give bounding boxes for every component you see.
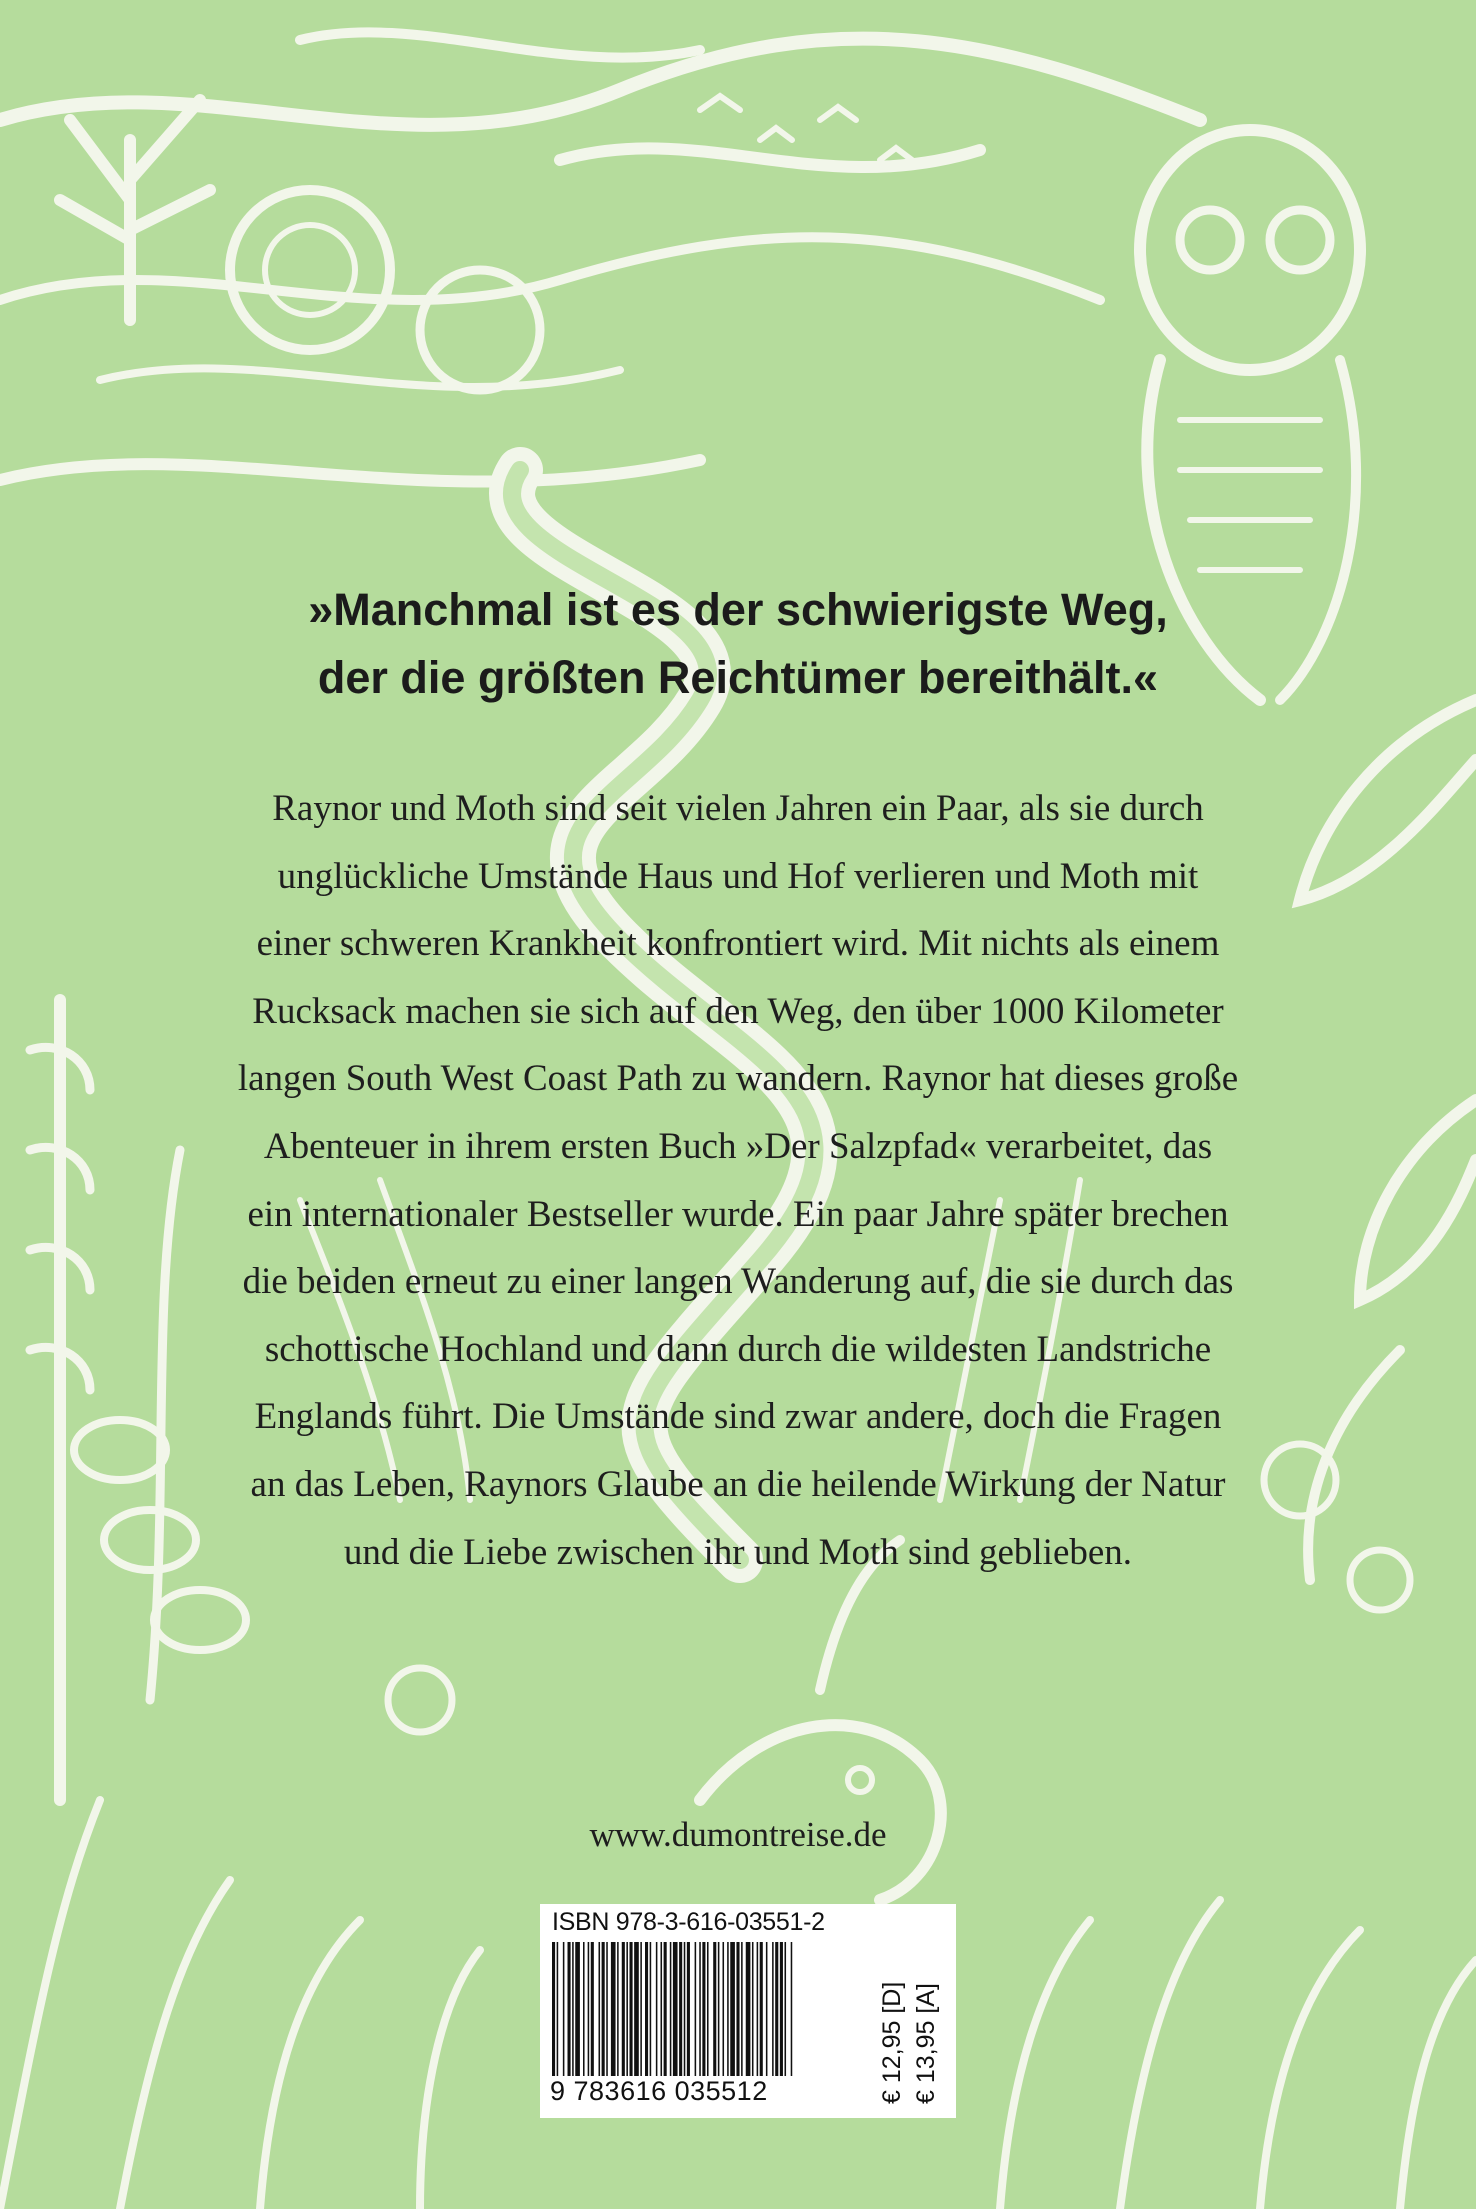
barcode-bar [664,1942,667,2076]
barcode-bar [775,1942,778,2076]
barcode-bar [766,1942,768,2076]
blurb-line: Raynor und Moth sind seit vielen Jahren ein Paar, als sie durch [272,788,1204,829]
barcode-bar [695,1942,697,2076]
barcode-bar [679,1942,682,2076]
barcode-bars [552,1942,864,2076]
barcode-bar [602,1942,605,2076]
blurb-line: einer schweren Krankheit konfrontiert wird. Mit nichts als einem [256,923,1220,965]
barcode-bar [741,1942,743,2076]
barcode-bar [772,1942,774,2076]
barcode-bar [650,1942,652,2076]
barcode-bar [617,1942,619,2076]
quote-line: »Manchmal ist es der schwierigste Weg, [308,584,1168,635]
barcode-bar [791,1942,793,2076]
barcode-bar [702,1942,705,2076]
barcode-bar [718,1942,720,2076]
barcode-bar [699,1942,701,2076]
barcode-bar [599,1942,601,2076]
barcode-bar [670,1942,672,2076]
blurb-line: langen South West Coast Path zu wandern. Raynor hat dieses große [237,1058,1239,1100]
barcode-bar [630,1942,633,2076]
barcode-bar [684,1942,686,2076]
barcode-bar [606,1942,608,2076]
barcode-bar [645,1942,648,2076]
tagline-quote [0,576,1476,712]
barcode-bar [687,1942,690,2076]
barcode-bar [591,1942,594,2076]
barcode-bar [730,1942,735,2076]
barcode-bar [727,1942,729,2076]
barcode-bar [656,1942,658,2076]
barcode-bar [723,1942,725,2076]
barcode-bar [757,1942,759,2076]
barcode-bar [713,1942,716,2076]
barcode-bar [552,1942,555,2076]
quote-line: der die größten Reichtümer bereithält.« [317,652,1159,703]
barcode-bar [572,1942,574,2076]
barcode-bar [780,1942,783,2076]
blurb-line: Englands führt. Die Umstände sind zwar andere, doch die Fragen [254,1396,1222,1438]
barcode-bar [611,1942,616,2076]
barcode-bar [673,1942,678,2076]
barcode-bar [563,1942,565,2076]
barcode-bar [622,1942,625,2076]
blurb-line: an das Leben, Raynors Glaube an die heilende Wirkung der Natur [250,1463,1226,1505]
blurb-line: unglückliche Umstände Haus und Hof verlieren und Moth mit [277,855,1199,897]
blurb-line: die beiden erneut zu einer langen Wanderung auf, die sie durch das [242,1261,1234,1303]
price-germany: € 12,95 [D] [878,1981,906,2104]
barcode-bar [760,1942,763,2076]
blurb-line: Rucksack machen sie sich auf den Weg, den über 1000 Kilometer [252,990,1224,1032]
blurb-line: ein internationaler Bestseller wurde. Ein paar Jahre später brechen [247,1193,1229,1235]
barcode-bar [661,1942,663,2076]
price-austria: € 13,95 [A] [912,1983,940,2104]
barcode-bar [634,1942,639,2076]
isbn-label: ISBN 978-3-616-03551-2 [552,1908,825,1936]
barcode-bar [626,1942,628,2076]
barcode-bar [707,1942,709,2076]
barcode-bar [583,1942,585,2076]
barcode-digits: 9 783616 035512 [550,2076,768,2106]
barcode-bar [736,1942,739,2076]
barcode-bar [588,1942,590,2076]
barcode-bar [640,1942,642,2076]
isbn-barcode-box [540,1904,956,2118]
publisher-website: www.dumontreise.de [589,1815,887,1854]
blurb-line: schottische Hochland und dann durch die wildesten Landstriche [264,1328,1212,1370]
barcode-bar [752,1942,754,2076]
blurb-line: Abenteuer in ihrem ersten Buch »Der Salzpfad« verarbeitet, das [263,1125,1213,1167]
book-blurb [0,775,1476,1586]
barcode-bar [746,1942,751,2076]
barcode-bar [568,1942,571,2076]
barcode-bar [557,1942,559,2076]
barcode-bar [575,1942,580,2076]
blurb-line: und die Liebe zwischen ihr und Moth sind geblieben. [343,1531,1133,1573]
barcode-bar [785,1942,787,2076]
